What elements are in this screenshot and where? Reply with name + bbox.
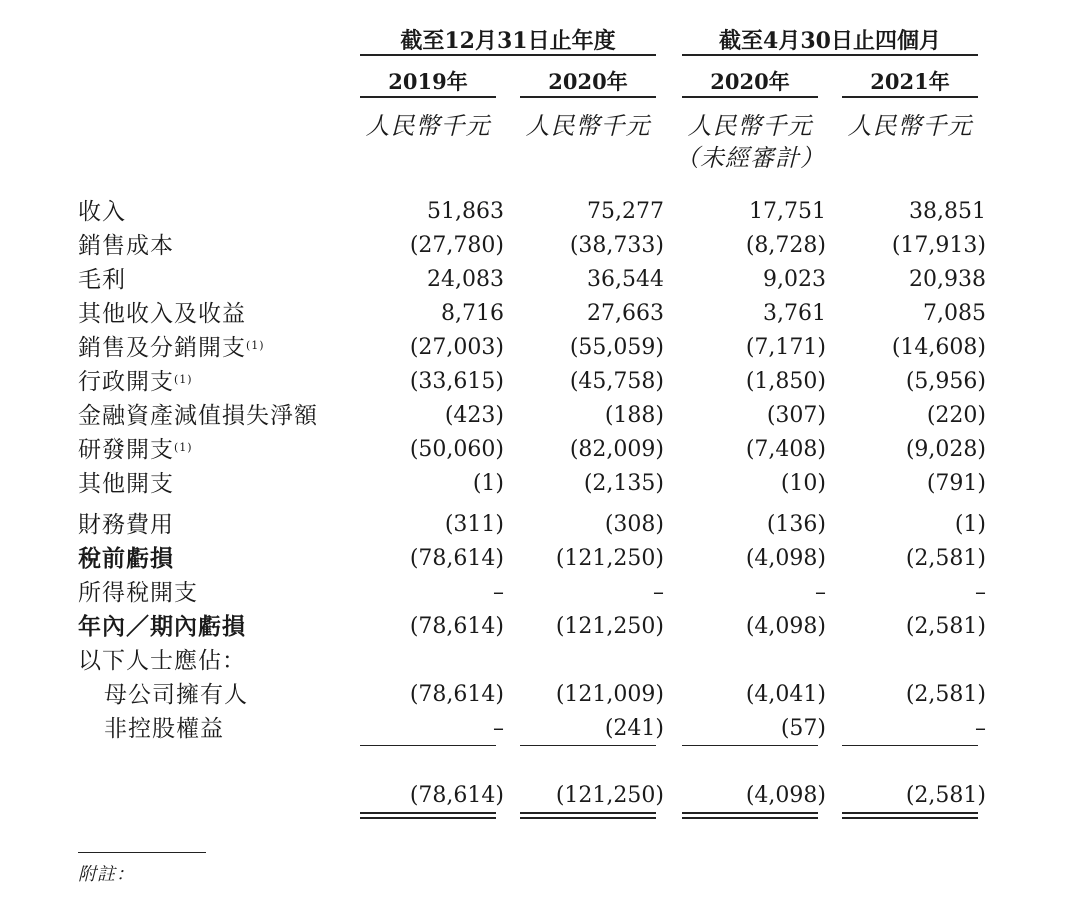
row-value: – — [815, 580, 826, 605]
footnote-marker: (1) — [246, 339, 265, 352]
year-header-1: 2019年 — [388, 69, 468, 94]
row-value: (1) — [472, 471, 504, 496]
row-label-text: 銷售成本 — [78, 233, 174, 259]
row-value: (38,733) — [569, 233, 664, 258]
row-label-text: 年內／期內虧損 — [78, 613, 246, 640]
row-value: (7,171) — [745, 335, 826, 360]
row-label — [78, 470, 174, 498]
year-underline-4 — [842, 96, 978, 98]
subtotal-line-4 — [842, 745, 978, 746]
subtotal-line-1 — [360, 745, 496, 746]
row-value: 20,938 — [909, 267, 986, 292]
row-label-text: 所得稅開支 — [78, 580, 198, 606]
row-label-text: 毛利 — [78, 267, 126, 293]
total-value-1: (78,614) — [409, 783, 504, 808]
row-value: (121,250) — [555, 546, 664, 571]
row-value: (27,780) — [409, 233, 504, 258]
row-value: 9,023 — [763, 267, 826, 292]
row-value: 7,085 — [923, 301, 986, 326]
row-value: (1,850) — [745, 369, 826, 394]
row-label-text: 行政開支 — [78, 369, 174, 395]
row-label — [78, 368, 193, 396]
double-line-bottom-4 — [842, 817, 978, 819]
row-label-text: 母公司擁有人 — [104, 682, 248, 708]
row-value: 75,277 — [587, 199, 664, 224]
row-value: (17,913) — [891, 233, 986, 258]
row-label — [78, 511, 174, 539]
row-value: 17,751 — [749, 199, 826, 224]
row-label-text: 其他開支 — [78, 471, 174, 497]
row-value — [360, 647, 504, 675]
row-value: (2,581) — [905, 614, 986, 639]
header-group-year-end: 截至12月31日止年度 — [400, 28, 616, 54]
double-line-bottom-3 — [682, 817, 818, 819]
year-underline-2 — [520, 96, 656, 98]
row-value: (57) — [780, 716, 826, 741]
row-value: – — [975, 716, 986, 741]
row-label-text: 研發開支 — [78, 437, 174, 463]
row-value: (2,135) — [583, 471, 664, 496]
row-label — [78, 613, 246, 641]
row-value — [520, 647, 664, 675]
row-value: (307) — [766, 403, 826, 428]
row-label-text: 銷售及分銷開支 — [78, 335, 246, 361]
row-value: (78,614) — [409, 546, 504, 571]
row-label — [78, 545, 174, 573]
row-label — [78, 300, 246, 328]
row-value: (78,614) — [409, 682, 504, 707]
row-value: (10) — [780, 471, 826, 496]
row-value: (9,028) — [905, 437, 986, 462]
row-value: (4,098) — [745, 546, 826, 571]
row-value: (82,009) — [569, 437, 664, 462]
row-value: 38,851 — [909, 199, 986, 224]
row-label-text: 金融資產減值損失淨額 — [78, 403, 318, 429]
row-value: (220) — [926, 403, 986, 428]
subtotal-line-3 — [682, 745, 818, 746]
row-value: (4,098) — [745, 614, 826, 639]
row-label-text: 非控股權益 — [104, 716, 224, 742]
year-underline-3 — [682, 96, 818, 98]
year-header-4: 2021年 — [870, 69, 950, 94]
row-value — [842, 647, 986, 675]
row-value: 36,544 — [587, 267, 664, 292]
row-value: (50,060) — [409, 437, 504, 462]
row-value: (2,581) — [905, 546, 986, 571]
total-value-3: (4,098) — [745, 783, 826, 808]
footnote-marker: (1) — [174, 373, 193, 386]
double-line-bottom-2 — [520, 817, 656, 819]
footnote-label: 附註： — [78, 864, 135, 885]
year-header-3: 2020年 — [710, 69, 790, 94]
row-value — [682, 647, 826, 675]
row-value: (1) — [954, 512, 986, 537]
row-value: (241) — [604, 716, 664, 741]
double-line-top-4 — [842, 812, 978, 814]
row-label-text: 稅前虧損 — [78, 545, 174, 572]
row-value: (791) — [926, 471, 986, 496]
row-label — [78, 402, 318, 430]
year-underline-1 — [360, 96, 496, 98]
unit-header-3: 人民幣千元 — [687, 112, 813, 140]
row-value: (5,956) — [905, 369, 986, 394]
unit-header-2: 人民幣千元 — [525, 112, 651, 140]
row-value: (121,250) — [555, 614, 664, 639]
row-value: (78,614) — [409, 614, 504, 639]
row-value: 51,863 — [427, 199, 504, 224]
row-label-text: 收入 — [78, 199, 126, 225]
row-value: (121,009) — [555, 682, 664, 707]
double-line-top-3 — [682, 812, 818, 814]
row-value: (45,758) — [569, 369, 664, 394]
row-value: 27,663 — [587, 301, 664, 326]
row-value: (4,041) — [745, 682, 826, 707]
header-group-underline-1 — [360, 54, 656, 56]
year-header-2: 2020年 — [548, 69, 628, 94]
double-line-top-2 — [520, 812, 656, 814]
row-value: (33,615) — [409, 369, 504, 394]
row-value: (14,608) — [891, 335, 986, 360]
row-value: 8,716 — [441, 301, 504, 326]
row-label — [78, 266, 126, 294]
row-value: – — [493, 716, 504, 741]
row-value: (2,581) — [905, 682, 986, 707]
total-value-4: (2,581) — [905, 783, 986, 808]
row-value: (55,059) — [569, 335, 664, 360]
row-label-text: 其他收入及收益 — [78, 301, 246, 327]
unaudited-note: （未經審計） — [675, 144, 825, 172]
row-label — [78, 436, 193, 464]
row-value: (423) — [444, 403, 504, 428]
header-group-four-months: 截至4月30日止四個月 — [719, 28, 941, 54]
row-value: (308) — [604, 512, 664, 537]
row-value: – — [493, 580, 504, 605]
row-label — [78, 334, 265, 362]
row-value: 3,761 — [763, 301, 826, 326]
row-value: (311) — [444, 512, 504, 537]
footnote-rule — [78, 852, 206, 853]
subtotal-line-2 — [520, 745, 656, 746]
row-value: (27,003) — [409, 335, 504, 360]
row-label-text: 以下人士應佔： — [78, 648, 246, 674]
row-label — [78, 198, 126, 226]
row-value: (188) — [604, 403, 664, 428]
row-value: – — [653, 580, 664, 605]
row-label — [78, 647, 246, 675]
row-value: (8,728) — [745, 233, 826, 258]
row-label-text: 財務費用 — [78, 512, 174, 538]
row-value: – — [975, 580, 986, 605]
double-line-bottom-1 — [360, 817, 496, 819]
unit-header-4: 人民幣千元 — [847, 112, 973, 140]
row-label — [78, 232, 174, 260]
row-label — [104, 681, 248, 709]
unit-header-1: 人民幣千元 — [365, 112, 491, 140]
row-label — [104, 715, 224, 743]
row-value: 24,083 — [427, 267, 504, 292]
double-line-top-1 — [360, 812, 496, 814]
row-value: (7,408) — [745, 437, 826, 462]
total-value-2: (121,250) — [555, 783, 664, 808]
header-group-underline-2 — [682, 54, 978, 56]
footnote-marker: (1) — [174, 441, 193, 454]
row-label — [78, 579, 198, 607]
row-value: (136) — [766, 512, 826, 537]
